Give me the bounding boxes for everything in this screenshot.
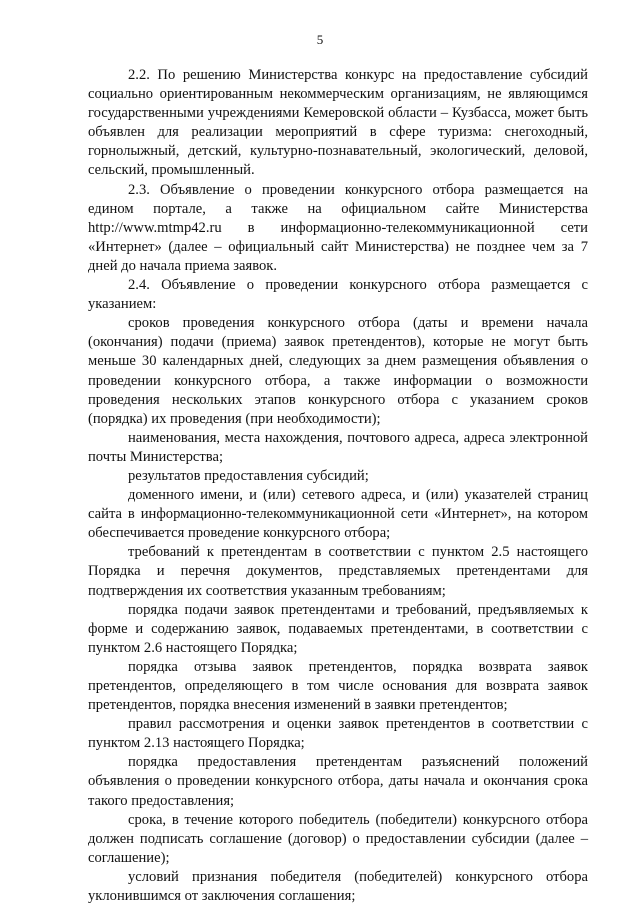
list-item-requirements: требований к претендентам в соответствии с пунктом 2.5 настоящего Порядка и перечня документов, представляемых претендентами для подтверждения их соответствия указанным требованиям; bbox=[88, 544, 588, 599]
paragraph-2-2: 2.2. По решению Министерства конкурс на предоставление субсидий социально ориентированным некоммерческим организациям, не являющимся государственными учреждениями Кемеровской области – Кузбасса, может быть объявлен для реализации мероприятий в сфере туризма: снегоходный, горнолыжный, детский, культурно-познавательный, экологический, деловой, сельский, промышленный. bbox=[88, 67, 588, 179]
paragraph-2-4: 2.4. Объявление о проведении конкурсного отбора размещается с указанием: bbox=[88, 277, 588, 313]
list-item-withdrawal-procedure: порядка отзыва заявок претендентов, порядка возврата заявок претендентов, определяющего в том числе основания для возврата заявок претендентов, порядка внесения изменений в заявки претендентов; bbox=[88, 658, 588, 714]
list-item-clarifications: порядка предоставления претендентам разъяснений положений объявления о проведении конкурсного отбора, даты начала и окончания срока такого предоставления; bbox=[88, 754, 588, 809]
paragraph-2-3: 2.3. Объявление о проведении конкурсного отбора размещается на едином портале, а также на официальном сайте Министерства http://www.mtmp42.ru в информационно-телекоммуникационной сети «Интернет» (далее – официальный сайт Министерства) не позднее чем за 7 дней до начала приема заявок. bbox=[88, 181, 588, 274]
page-number: 5 bbox=[316, 32, 324, 47]
document-body bbox=[88, 66, 588, 906]
list-item-website: доменного имени, и (или) сетевого адреса, и (или) указателей страниц сайта в информационно-телекоммуникационной сети «Интернет», на котором обеспечивается проведение конкурсного отбора; bbox=[88, 487, 588, 542]
list-item-evaluation-rules: правил рассмотрения и оценки заявок претендентов в соответствии с пунктом 2.13 настоящего Порядка; bbox=[88, 716, 588, 752]
list-item-application-procedure: порядка подачи заявок претендентами и требований, предъявляемых к форме и содержанию заявок, подаваемых претендентами, в соответствии с пунктом 2.6 настоящего Порядка; bbox=[88, 601, 588, 656]
list-item-signing-deadline: срока, в течение которого победитель (победители) конкурсного отбора должен подписать соглашение (договор) о предоставлении субсидии (далее – соглашение); bbox=[88, 811, 588, 866]
list-item-evasion-conditions: условий признания победителя (победителей) конкурсного отбора уклонившимся от заключения соглашения; bbox=[88, 868, 588, 905]
list-item-deadlines: сроков проведения конкурсного отбора (даты и времени начала (окончания) подачи (приема) заявок претендентов), которые не могут быть меньше 30 календарных дней, следующих за днем размещения объявления о проведении конкурсного отбора, а также информации о возможности проведения нескольких этапов конкурсного отбора с указанием сроков (порядка) их проведения (при необходимости); bbox=[88, 315, 588, 427]
list-item-subsidy-results: результатов предоставления субсидий; bbox=[128, 467, 369, 484]
list-item-ministry-contacts: наименования, места нахождения, почтового адреса, адреса электронной почты Министерства; bbox=[88, 429, 588, 465]
